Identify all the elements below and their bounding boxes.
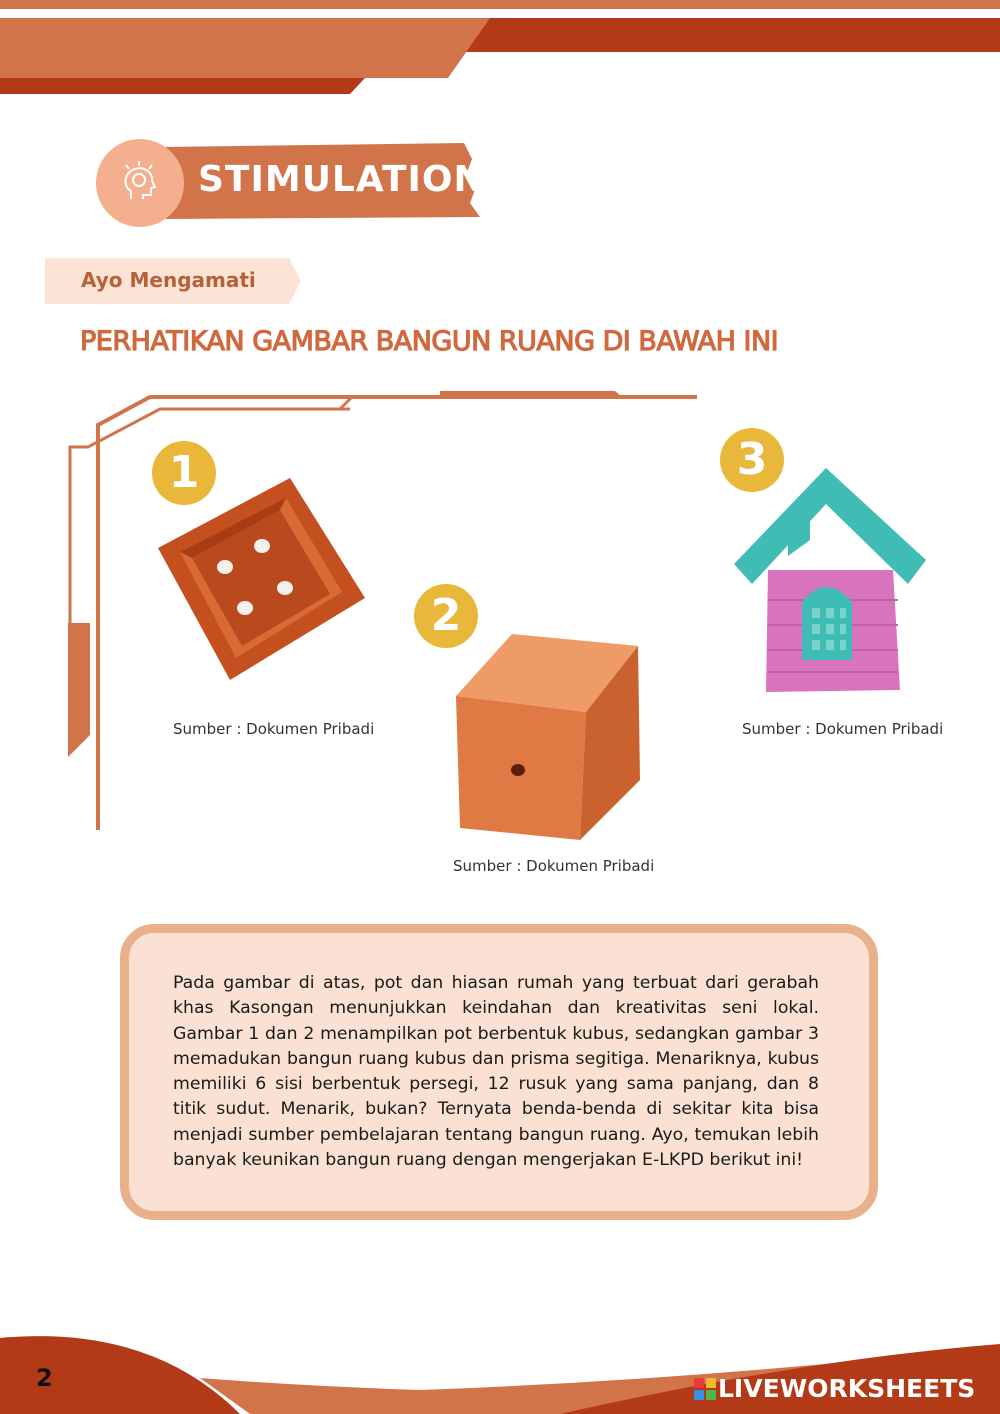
figure-2-image <box>450 630 645 845</box>
figure-1-number: 1 <box>152 441 216 505</box>
page-number: 2 <box>36 1364 53 1392</box>
brain-head-icon <box>117 159 163 205</box>
info-paragraph: Pada gambar di atas, pot dan hiasan rumah yang terbuat dari gerabah khas Kasongan menunjukkan keindahan dan kreativitas seni lokal. Gambar 1 dan 2 menampilkan pot berbentuk kubus, sedangkan gambar 3 memadukan bangun ruang kubus dan prisma segitiga. Menariknya, kubus memiliki 6 sisi berbentuk persegi, 12 rusuk yang sama panjang, dan 8 titik sudut. Menarik, bukan? Ternyata benda-benda di sekitar kita bisa menjadi sumber pembelajaran tentang bangun ruang. Ayo, temukan lebih banyak keunikan bangun ruang dengan mengerjakan E-LKPD berikut ini! <box>173 973 819 1171</box>
header-decoration <box>0 0 1000 100</box>
figure-1-caption: Sumber : Dokumen Pribadi <box>173 720 375 738</box>
figure-2-caption: Sumber : Dokumen Pribadi <box>453 857 655 875</box>
figure-3-image <box>728 460 933 700</box>
subsection-tab <box>45 258 301 304</box>
figure-3-caption: Sumber : Dokumen Pribadi <box>742 720 944 738</box>
figure-1-image <box>150 470 380 695</box>
figure-2-number: 2 <box>414 584 478 648</box>
liveworksheets-logo-icon <box>694 1378 716 1400</box>
section-badge-label: STIMULATION <box>198 159 485 200</box>
subsection-tab-label: Ayo Mengamati <box>81 268 256 292</box>
section-badge <box>94 137 484 229</box>
figure-3-number: 3 <box>720 428 784 492</box>
info-box <box>120 924 878 1220</box>
page-heading: PERHATIKAN GAMBAR BANGUN RUANG DI BAWAH INI <box>80 326 779 357</box>
liveworksheets-brand[interactable]: LIVEWORKSHEETS <box>718 1374 976 1403</box>
